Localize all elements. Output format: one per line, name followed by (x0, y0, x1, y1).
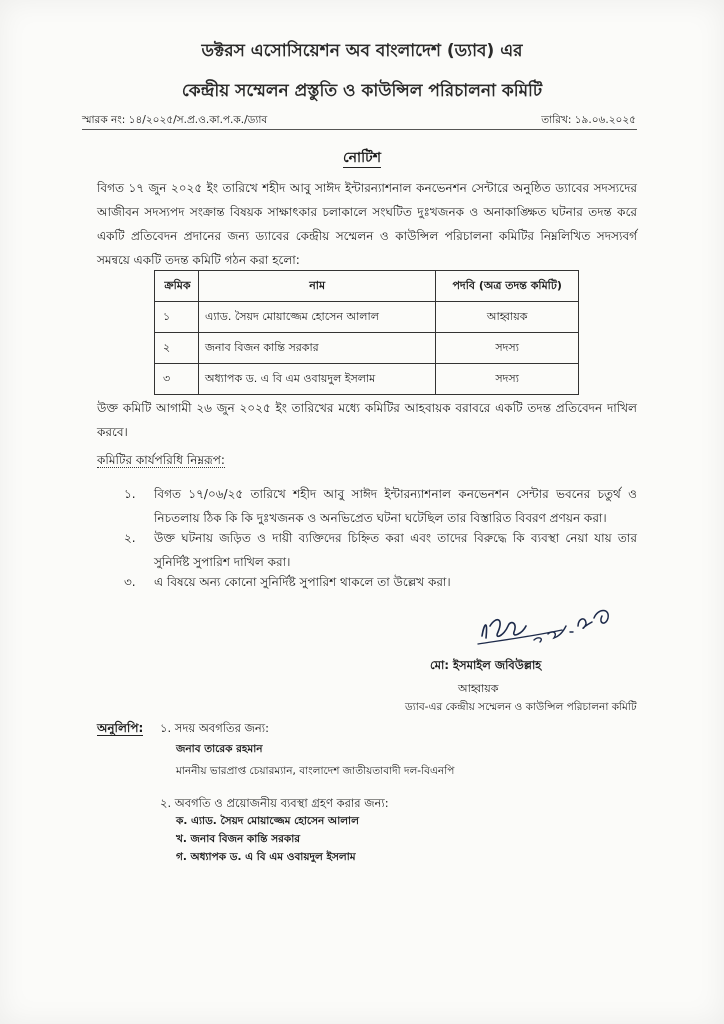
committee-table (154, 270, 579, 395)
table-row (155, 364, 579, 395)
table-row (155, 302, 579, 333)
copy-recipient-title: মাননীয় ভারপ্রাপ্ত চেয়ারম্যান, বাংলাদেশ জাতীয়তাবাদী দল-বিএনপি (176, 765, 455, 777)
copy-recipients-intro: ২. অবগতি ও প্রয়োজনীয় ব্যবস্থা গ্রহণ করার জন্য: (160, 796, 389, 810)
terms-item-text: বিগত ১৭/০৬/২৫ তারিখে শহীদ আবু সাঈদ ইন্টারন্যাশনাল কনভেনশন সেন্টার ভবনের চতুর্থ ও নিচতলায় ঠিক কি কি দুঃখজনক ও অনভিপ্রেত ঘটনা ঘটেছিল তার বিস্তারিত বিবরণ প্রণয়ন করা। (154, 487, 637, 525)
table-cell-name: এ্যাড. সৈয়দ মোয়াজ্জেম হোসেন আলাল (198, 302, 435, 333)
signatory-title: আহ্বায়ক (458, 682, 499, 695)
table-cell-role: সদস্য (436, 364, 579, 395)
table-cell-serial: ২ (155, 333, 199, 364)
table-cell-serial: ৩ (155, 364, 199, 395)
table-cell-role: আহ্বায়ক (436, 302, 579, 333)
committee-title: কেন্দ্রীয় সম্মেলন প্রস্তুতি ও কাউন্সিল পরিচালনা কমিটি (181, 81, 543, 101)
list-item: খ. জনাব বিজন কান্তি সরকার (176, 833, 301, 845)
notice-paragraph-1: বিগত ১৭ জুন ২০২৫ ইং তারিখে শহীদ আবু সাঈদ ইন্টারন্যাশনাল কনভেনশন সেন্টারে অনুষ্ঠিত ড্যাবের সদস্যদের আজীবন সদস্যপদ সংক্রান্ত বিষয়ক সাক্ষাৎকার চলাকালে সংঘটিত দুঃখজনক ও অনাকাঙ্ক্ষিত ঘটনার তদন্ত করে একটি প্রতিবেদন প্রদানের জন্য ড্যাবের কেন্দ্রীয় সম্মেলন ও কাউন্সিল পরিচালনা কমিটির নিম্নলিখিত সদস্যবর্গ সমন্বয়ে একটি তদন্ত কমিটি গঠন করা হলো: (97, 181, 637, 267)
terms-item-number: ২. (124, 531, 136, 545)
table-cell-name: অধ্যাপক ড. এ বি এম ওবায়দুল ইসলাম (198, 364, 435, 395)
notice-paragraph-2: উক্ত কমিটি আগামী ২৬ জুন ২০২৫ ইং তারিখের মধ্যে কমিটির আহবায়ক বরাবরে একটি তদন্ত প্রতিবেদন দাখিল করবে। (97, 401, 637, 439)
table-header-row (155, 271, 579, 302)
terms-item (124, 570, 637, 594)
terms-item-number: ৩. (124, 575, 136, 589)
notice-heading-text: নোটিশ (342, 150, 381, 166)
list-item: ক. এ্যাড. সৈয়দ মোয়াজ্জেম হোসেন আলাল (176, 815, 359, 827)
terms-item-text: এ বিষয়ে অন্য কোনো সুনির্দিষ্ট সুপারিশ থাকলে তা উল্লেখ করা। (154, 575, 451, 589)
org-title: ডক্টরস এসোসিয়েশন অব বাংলাদেশ (ড্যাব) এর (201, 41, 523, 61)
handwritten-signature (474, 596, 634, 652)
copy-recipient-name: জনাব তারেক রহমান (176, 743, 263, 755)
terms-item (124, 526, 637, 574)
terms-heading-text: কমিটির কার্যপরিধি নিম্নরূপ: (97, 453, 225, 467)
memo-reference: স্মারক নং: ১৪/২০২৫/স.প্র.ও.কা.প.ক./ড্যাব (82, 114, 268, 126)
terms-item (124, 482, 637, 530)
terms-item-text: উক্ত ঘটনায় জড়িত ও দায়ী ব্যক্তিদের চিহ্নিত করা এবং তাদের বিরুদ্ধে কি ব্যবস্থা নেয়া যায় তার সুনির্দিষ্ট সুপারিশ দাখিল করা। (154, 531, 637, 569)
copies-label-text: অনুলিপি: (97, 721, 144, 735)
table-header-role: পদবি (অত্র তদন্ত কমিটি) (436, 271, 579, 302)
table-header-serial: ক্রমিক (155, 271, 199, 302)
table-cell-serial: ১ (155, 302, 199, 333)
list-item: গ. অধ্যাপক ড. এ বি এম ওবায়দুল ইসলাম (176, 851, 356, 863)
copies-label (97, 720, 143, 740)
signatory-organization: ড্যাব-এর কেন্দ্রীয় সম্মেলন ও কাউন্সিল পরিচালনা কমিটি (405, 701, 637, 713)
header-divider (82, 129, 637, 130)
terms-heading (97, 452, 225, 472)
table-row (155, 333, 579, 364)
memo-date: তারিখ: ১৯.০৬.২০২৫ (541, 114, 636, 126)
table-header-name: নাম (198, 271, 435, 302)
signatory-name: মো: ইসমাইল জবিউল্লাহ (430, 658, 542, 672)
table-cell-name: জনাব বিজন কান্তি সরকার (198, 333, 435, 364)
table-cell-role: সদস্য (436, 333, 579, 364)
notice-heading (0, 146, 724, 170)
terms-item-number: ১. (124, 487, 136, 501)
copy-recipient-intro: ১. সদয় অবগতির জন্য: (160, 721, 270, 735)
